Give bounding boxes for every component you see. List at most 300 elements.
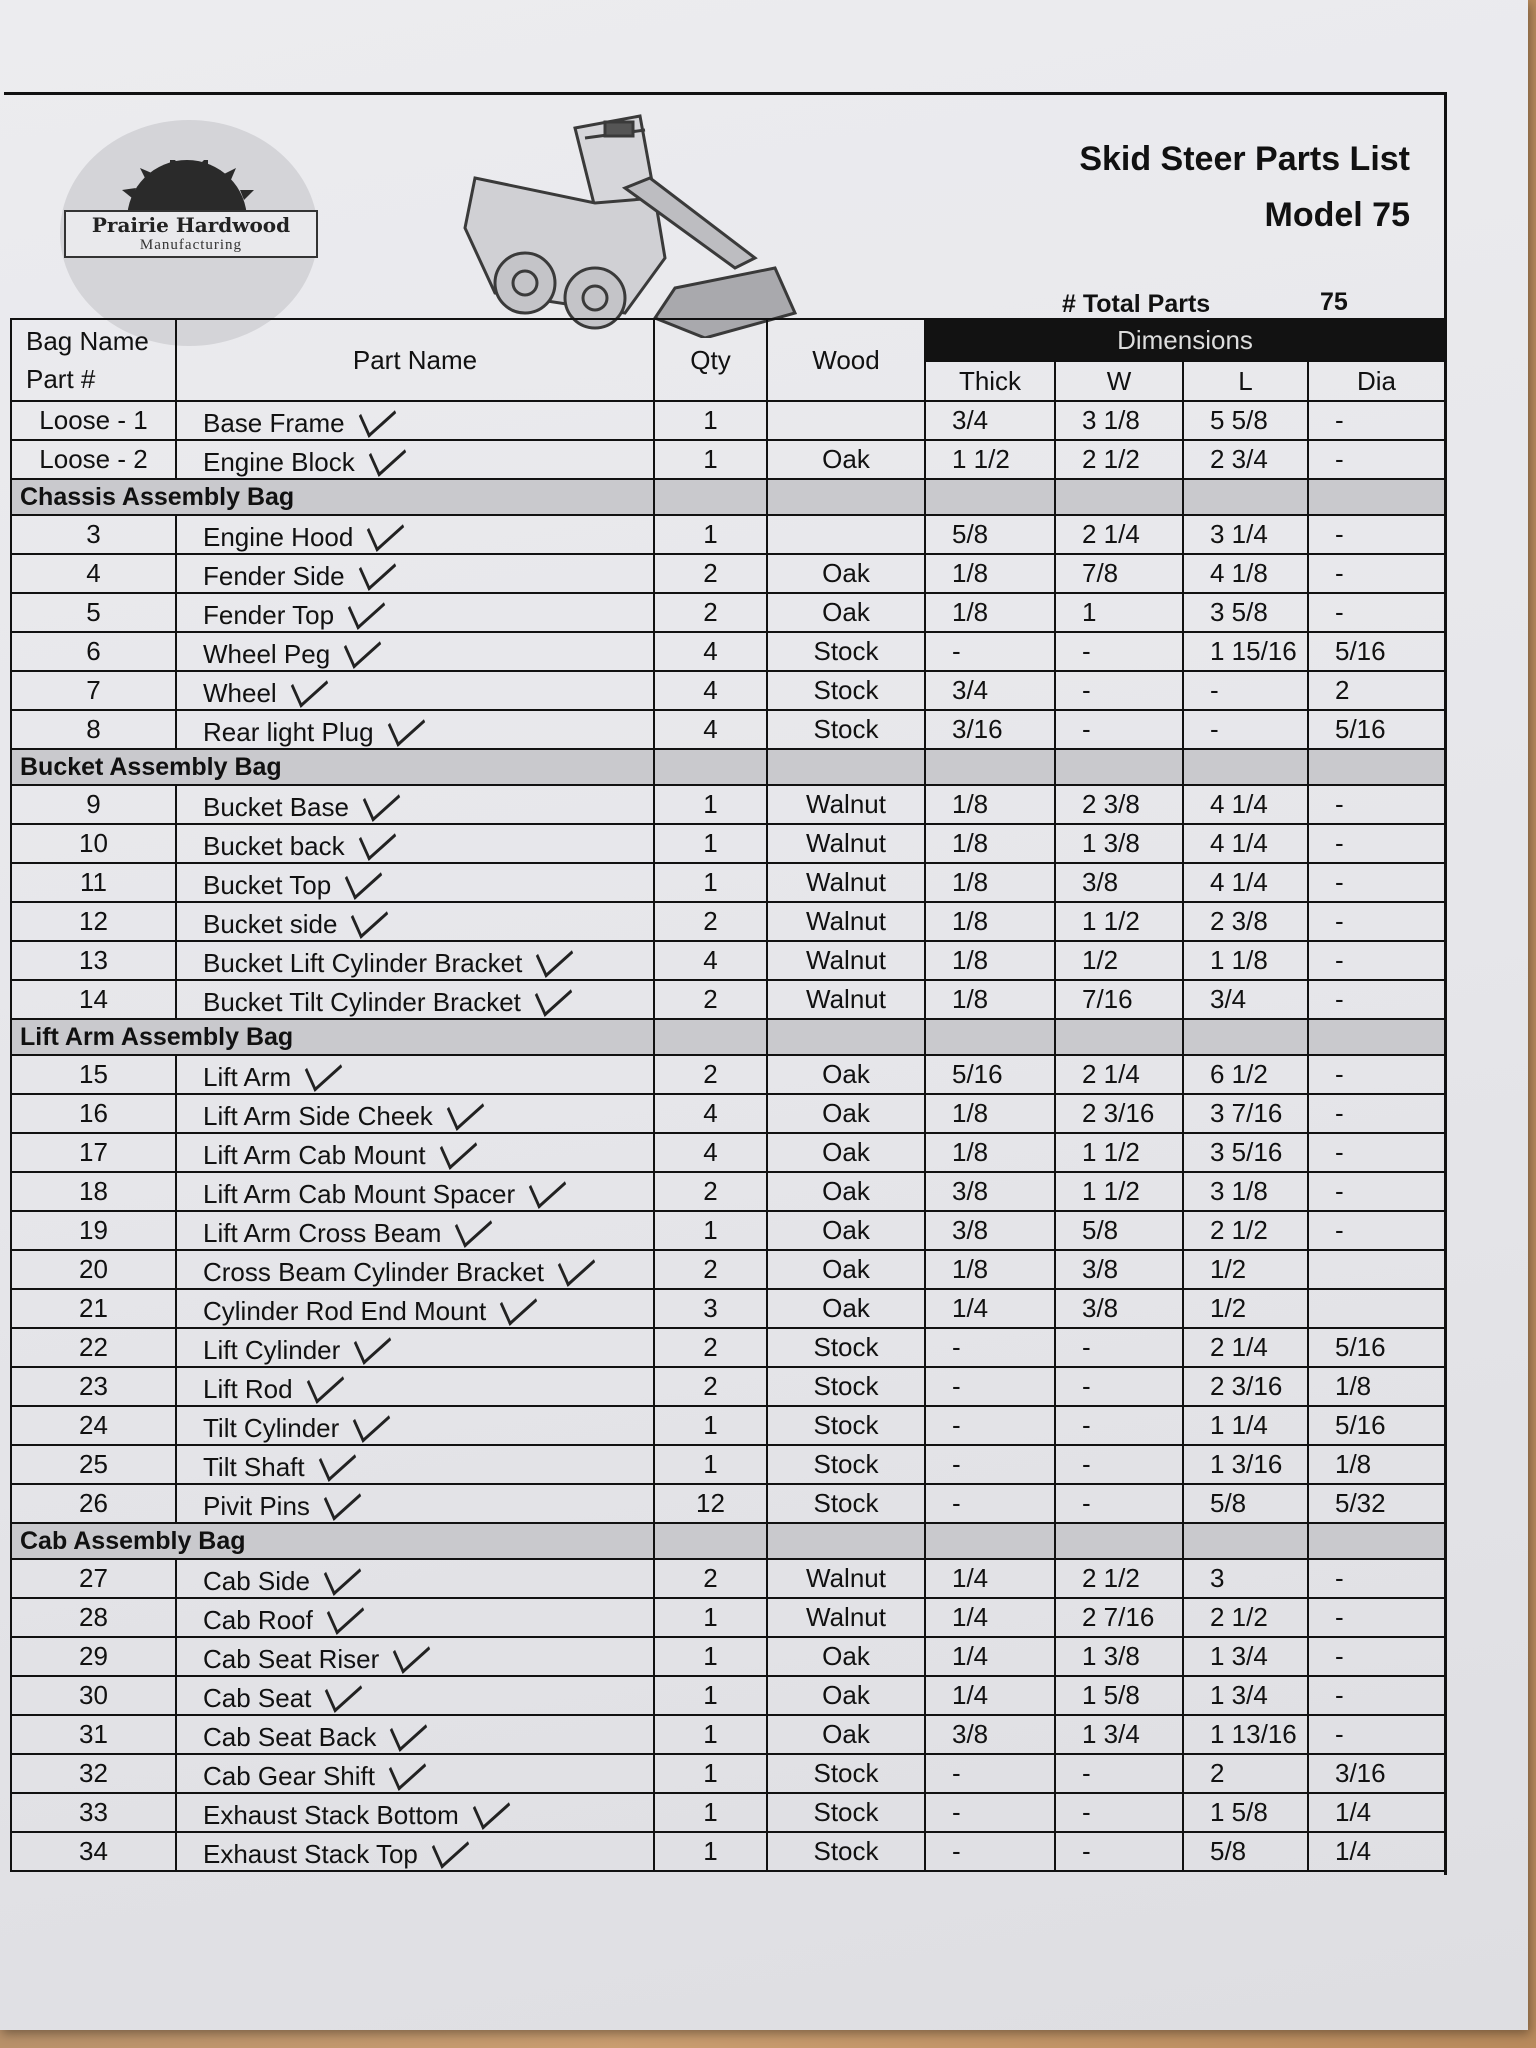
- width-cell: [1055, 1832, 1183, 1871]
- part-name-cell: [176, 1211, 654, 1250]
- length-cell: [1183, 902, 1308, 941]
- qty-cell-text: 12: [696, 1488, 725, 1518]
- handwritten-checkmark-icon: [473, 1793, 510, 1829]
- length-cell-text: 1/2: [1210, 1254, 1247, 1284]
- width-cell-text: 1 1/2: [1082, 1176, 1140, 1206]
- part-name-cell-text: Wheel: [203, 677, 277, 708]
- diameter-cell-text: 1/8: [1335, 1371, 1372, 1401]
- width-cell-text: 3/8: [1082, 1254, 1119, 1284]
- part-number-cell: [11, 515, 176, 554]
- thick-cell: [925, 710, 1055, 749]
- width-cell: [1055, 1094, 1183, 1133]
- qty-cell-text: 2: [703, 1059, 718, 1089]
- wood-cell: [767, 1406, 925, 1445]
- qty-cell-text: 4: [703, 1137, 718, 1167]
- table-row: [11, 941, 1445, 980]
- part-name-cell-text: Lift Arm: [203, 1061, 292, 1092]
- wood-cell: [767, 1754, 925, 1793]
- qty-cell-text: 2: [703, 1332, 718, 1362]
- width-cell: [1055, 1715, 1183, 1754]
- wood-cell-text: Stock: [813, 1410, 879, 1440]
- diameter-cell: [1308, 1715, 1445, 1754]
- thick-cell-text: 1/4: [952, 1641, 989, 1671]
- handwritten-checkmark-icon: [324, 1484, 361, 1520]
- qty-cell-text: 1: [703, 1758, 718, 1788]
- length-cell-text: 2 3/16: [1210, 1371, 1283, 1401]
- part-number-cell: [11, 1172, 176, 1211]
- width-cell-text: 2 1/2: [1082, 1563, 1140, 1593]
- wood-cell: [767, 980, 925, 1019]
- part-name-cell: [176, 902, 654, 941]
- diameter-cell-text: -: [1335, 945, 1344, 975]
- total-parts-label: # Total Parts: [1062, 290, 1211, 318]
- part-name-cell-text: Tilt Cylinder: [203, 1412, 340, 1443]
- part-number-cell: [11, 1598, 176, 1637]
- qty-cell: [654, 1406, 767, 1445]
- thick-cell-text: -: [952, 1797, 961, 1827]
- thick-cell: [925, 1328, 1055, 1367]
- thick-cell: [925, 1445, 1055, 1484]
- handwritten-checkmark-icon: [353, 1406, 390, 1442]
- table-row: [11, 1172, 1445, 1211]
- diameter-cell-text: -: [1335, 906, 1344, 936]
- qty-cell: [654, 1250, 767, 1289]
- length-cell-text: 2 3/4: [1210, 444, 1268, 474]
- part-number-cell: [11, 1676, 176, 1715]
- length-cell: [1183, 1406, 1308, 1445]
- width-cell-text: 2 3/8: [1082, 789, 1140, 819]
- part-name-cell: [176, 554, 654, 593]
- qty-cell: [654, 1598, 767, 1637]
- qty-cell-text: 1: [703, 1797, 718, 1827]
- part-number-cell-text: 15: [79, 1059, 108, 1089]
- wood-cell: [767, 902, 925, 941]
- table-row: [11, 1250, 1445, 1289]
- length-cell: [1183, 593, 1308, 632]
- thick-cell-text: 1/8: [952, 1098, 989, 1128]
- table-row: [11, 515, 1445, 554]
- part-number-cell: [11, 824, 176, 863]
- qty-cell-text: 2: [703, 906, 718, 936]
- width-cell: [1055, 1484, 1183, 1523]
- length-cell-text: 2 3/8: [1210, 906, 1268, 936]
- width-cell-text: 7/8: [1082, 558, 1119, 588]
- part-name-cell-text: Pivit Pins: [203, 1490, 310, 1521]
- section-empty-cell: [767, 1019, 925, 1055]
- part-number-cell-text: 21: [79, 1293, 108, 1323]
- part-name-cell-text: Exhaust Stack Bottom: [203, 1799, 459, 1830]
- diameter-cell-text: -: [1335, 597, 1344, 627]
- width-cell-text: 2 1/2: [1082, 444, 1140, 474]
- thick-cell: [925, 941, 1055, 980]
- thick-cell-text: 3/16: [952, 714, 1003, 744]
- section-empty-cell: [654, 749, 767, 785]
- part-name-cell-text: Cab Gear Shift: [203, 1760, 375, 1791]
- handwritten-checkmark-icon: [439, 1133, 476, 1169]
- length-cell: [1183, 1328, 1308, 1367]
- width-cell: [1055, 1445, 1183, 1484]
- diameter-cell: [1308, 1484, 1445, 1523]
- handwritten-checkmark-icon: [306, 1367, 343, 1403]
- qty-cell-text: 2: [703, 1254, 718, 1284]
- diameter-cell: [1308, 824, 1445, 863]
- length-cell-text: 1 5/8: [1210, 1797, 1268, 1827]
- length-cell-text: -: [1210, 714, 1219, 744]
- length-cell: [1183, 710, 1308, 749]
- part-name-cell-text: Cab Roof: [203, 1604, 313, 1635]
- diameter-cell-text: -: [1335, 405, 1344, 435]
- thick-cell-text: -: [952, 1836, 961, 1866]
- table-row: [11, 785, 1445, 824]
- diameter-cell-text: -: [1335, 1680, 1344, 1710]
- diameter-cell: [1308, 401, 1445, 440]
- diameter-cell: [1308, 1289, 1445, 1328]
- diameter-cell-text: -: [1335, 1137, 1344, 1167]
- qty-cell: [654, 1484, 767, 1523]
- table-row: [11, 632, 1445, 671]
- width-cell-text: 2 7/16: [1082, 1602, 1155, 1632]
- wood-cell: [767, 632, 925, 671]
- qty-cell-text: 2: [703, 984, 718, 1014]
- thick-cell-text: -: [952, 1758, 961, 1788]
- table-row: [11, 1406, 1445, 1445]
- length-cell-text: 1 3/16: [1210, 1449, 1283, 1479]
- part-number-cell-text: 14: [79, 984, 108, 1014]
- length-cell: [1183, 1832, 1308, 1871]
- part-name-cell-text: Lift Cylinder: [203, 1334, 341, 1365]
- qty-cell: [654, 1559, 767, 1598]
- diameter-cell-text: 1/4: [1335, 1797, 1372, 1827]
- qty-cell: [654, 401, 767, 440]
- width-cell: [1055, 554, 1183, 593]
- part-number-cell: [11, 1055, 176, 1094]
- qty-cell-text: 1: [703, 1719, 718, 1749]
- part-number-cell-text: 24: [79, 1410, 108, 1440]
- diameter-cell: [1308, 941, 1445, 980]
- handwritten-checkmark-icon: [358, 554, 395, 590]
- diameter-cell-text: 3/16: [1335, 1758, 1386, 1788]
- section-title: Bucket Assembly Bag: [11, 749, 654, 785]
- part-name-cell: [176, 1094, 654, 1133]
- qty-cell-text: 2: [703, 1176, 718, 1206]
- section-empty-cell: [1055, 479, 1183, 515]
- part-name-cell: [176, 1055, 654, 1094]
- part-name-cell: [176, 515, 654, 554]
- qty-cell-text: 2: [703, 597, 718, 627]
- qty-cell: [654, 863, 767, 902]
- part-name-cell: [176, 1676, 654, 1715]
- length-cell-text: 3/4: [1210, 984, 1247, 1014]
- length-cell-text: 6 1/2: [1210, 1059, 1268, 1089]
- thick-cell-text: 1/4: [952, 1563, 989, 1593]
- width-cell: [1055, 1055, 1183, 1094]
- part-number-cell: [11, 671, 176, 710]
- length-cell-text: 2 1/2: [1210, 1602, 1268, 1632]
- width-cell: [1055, 1172, 1183, 1211]
- handwritten-checkmark-icon: [363, 785, 400, 821]
- part-name-cell-text: Exhaust Stack Top: [203, 1838, 418, 1869]
- qty-cell-text: 1: [703, 867, 718, 897]
- diameter-cell: [1308, 1094, 1445, 1133]
- thick-cell-text: -: [952, 1488, 961, 1518]
- qty-cell-text: 2: [703, 558, 718, 588]
- table-row: [11, 1676, 1445, 1715]
- skid-steer-illustration-icon: [455, 108, 800, 338]
- length-cell: [1183, 1211, 1308, 1250]
- thick-header: Thick: [925, 361, 1055, 401]
- diameter-cell-text: -: [1335, 558, 1344, 588]
- handwritten-checkmark-icon: [358, 824, 395, 860]
- handwritten-checkmark-icon: [529, 1172, 566, 1208]
- length-cell-text: 1 13/16: [1210, 1719, 1297, 1749]
- diameter-cell: [1308, 1637, 1445, 1676]
- qty-cell-text: 3: [703, 1293, 718, 1323]
- dimensions-header: Dimensions: [925, 319, 1445, 361]
- part-name-cell-text: Bucket back: [203, 830, 345, 861]
- qty-cell-text: 4: [703, 636, 718, 666]
- part-number-cell-text: 33: [79, 1797, 108, 1827]
- part-number-cell: [11, 1559, 176, 1598]
- part-name-cell: [176, 1289, 654, 1328]
- diameter-cell: [1308, 1832, 1445, 1871]
- section-empty-cell: [1183, 1523, 1308, 1559]
- thick-cell: [925, 1367, 1055, 1406]
- length-cell: [1183, 554, 1308, 593]
- diameter-cell-text: -: [1335, 789, 1344, 819]
- length-cell: [1183, 980, 1308, 1019]
- qty-cell: [654, 1211, 767, 1250]
- part-number-cell: [11, 593, 176, 632]
- thick-cell-text: 3/4: [952, 675, 989, 705]
- table-row: [11, 710, 1445, 749]
- diameter-cell: [1308, 785, 1445, 824]
- width-cell-text: 2 1/4: [1082, 519, 1140, 549]
- part-name-cell-text: Lift Rod: [203, 1373, 293, 1404]
- part-name-cell: [176, 863, 654, 902]
- handwritten-checkmark-icon: [348, 593, 385, 629]
- part-number-label: Part #: [26, 364, 96, 394]
- width-cell: [1055, 824, 1183, 863]
- part-name-cell-text: Bucket Tilt Cylinder Bracket: [203, 986, 521, 1017]
- handwritten-checkmark-icon: [291, 671, 328, 707]
- part-number-cell-text: 19: [79, 1215, 108, 1245]
- part-number-cell-text: 22: [79, 1332, 108, 1362]
- width-cell-text: 2 1/4: [1082, 1059, 1140, 1089]
- part-name-cell-text: Bucket side: [203, 908, 338, 939]
- width-cell: [1055, 1637, 1183, 1676]
- qty-cell-text: 1: [703, 1641, 718, 1671]
- part-name-cell-text: Engine Hood: [203, 521, 354, 552]
- width-cell-text: -: [1082, 1410, 1091, 1440]
- wood-cell-text: Stock: [813, 1488, 879, 1518]
- table-row: [11, 1637, 1445, 1676]
- width-cell-text: 3 1/8: [1082, 405, 1140, 435]
- part-name-header: Part Name: [176, 319, 654, 401]
- parts-table: [10, 318, 1446, 1872]
- section-empty-cell: [1308, 1019, 1445, 1055]
- length-cell: [1183, 863, 1308, 902]
- width-cell-text: 1 3/8: [1082, 828, 1140, 858]
- thick-cell: [925, 1133, 1055, 1172]
- wood-cell-text: Stock: [813, 1371, 879, 1401]
- handwritten-checkmark-icon: [389, 1754, 426, 1790]
- part-name-cell: [176, 1559, 654, 1598]
- part-number-cell: [11, 554, 176, 593]
- thick-cell-text: 1/4: [952, 1680, 989, 1710]
- width-cell: [1055, 1754, 1183, 1793]
- length-cell-text: 1 1/8: [1210, 945, 1268, 975]
- section-empty-cell: [1055, 1523, 1183, 1559]
- part-name-cell-text: Cab Seat: [203, 1682, 312, 1713]
- section-empty-cell: [1055, 1019, 1183, 1055]
- qty-cell: [654, 1793, 767, 1832]
- length-cell: [1183, 785, 1308, 824]
- thick-cell: [925, 785, 1055, 824]
- length-cell-text: 2: [1210, 1758, 1225, 1788]
- width-cell: [1055, 980, 1183, 1019]
- width-cell-text: -: [1082, 1758, 1091, 1788]
- table-row: [11, 440, 1445, 479]
- diameter-cell: [1308, 554, 1445, 593]
- diameter-cell-text: 5/16: [1335, 1410, 1386, 1440]
- thick-cell: [925, 1094, 1055, 1133]
- part-number-cell-text: 25: [79, 1449, 108, 1479]
- company-name: Prairie Hardwood: [91, 213, 291, 237]
- thick-cell: [925, 1637, 1055, 1676]
- wood-cell: [767, 1328, 925, 1367]
- wood-cell: [767, 1094, 925, 1133]
- length-cell: [1183, 1055, 1308, 1094]
- thick-cell: [925, 1406, 1055, 1445]
- part-number-cell: [11, 902, 176, 941]
- table-row: [11, 1289, 1445, 1328]
- wood-cell: [767, 1559, 925, 1598]
- width-cell-text: 1 5/8: [1082, 1680, 1140, 1710]
- table-row: [11, 1484, 1445, 1523]
- diameter-cell: [1308, 632, 1445, 671]
- handwritten-checkmark-icon: [324, 1559, 361, 1595]
- table-row: [11, 401, 1445, 440]
- wood-cell-text: Stock: [813, 1797, 879, 1827]
- wood-cell: [767, 1637, 925, 1676]
- wood-cell: [767, 1211, 925, 1250]
- length-cell-text: -: [1210, 675, 1219, 705]
- diameter-cell-text: -: [1335, 1176, 1344, 1206]
- width-cell-text: 5/8: [1082, 1215, 1119, 1245]
- width-cell-text: 1 3/4: [1082, 1719, 1140, 1749]
- part-name-cell: [176, 1754, 654, 1793]
- wood-cell: [767, 863, 925, 902]
- thick-cell-text: 1 1/2: [952, 444, 1010, 474]
- diameter-cell-text: 1/8: [1335, 1449, 1372, 1479]
- part-number-cell: [11, 1406, 176, 1445]
- thick-cell-text: 1/8: [952, 867, 989, 897]
- length-cell-text: 3 7/16: [1210, 1098, 1283, 1128]
- wood-cell-text: Oak: [822, 1137, 870, 1167]
- length-cell-text: 4 1/4: [1210, 789, 1268, 819]
- table-row: [11, 1715, 1445, 1754]
- wood-cell-text: Stock: [813, 1332, 879, 1362]
- qty-cell: [654, 671, 767, 710]
- length-cell-text: 3 5/16: [1210, 1137, 1283, 1167]
- wood-cell: [767, 401, 925, 440]
- part-name-cell: [176, 1637, 654, 1676]
- wood-cell-text: Oak: [822, 1719, 870, 1749]
- thick-cell-text: -: [952, 1371, 961, 1401]
- part-name-cell: [176, 1172, 654, 1211]
- wood-cell-text: Oak: [822, 1680, 870, 1710]
- section-title: Lift Arm Assembly Bag: [11, 1019, 654, 1055]
- qty-cell: [654, 1715, 767, 1754]
- length-cell-text: 2 1/2: [1210, 1215, 1268, 1245]
- part-name-cell-text: Engine Block: [203, 446, 355, 477]
- wood-cell-text: Oak: [822, 558, 870, 588]
- thick-cell: [925, 632, 1055, 671]
- thick-cell: [925, 1484, 1055, 1523]
- length-cell: [1183, 1094, 1308, 1133]
- part-number-cell-text: 6: [86, 636, 101, 666]
- part-number-cell: [11, 980, 176, 1019]
- section-empty-cell: [925, 479, 1055, 515]
- section-empty-cell: [1308, 749, 1445, 785]
- width-cell: [1055, 1793, 1183, 1832]
- width-cell: [1055, 1676, 1183, 1715]
- qty-cell-text: 4: [703, 714, 718, 744]
- thick-cell-text: 5/16: [952, 1059, 1003, 1089]
- part-number-cell-text: 28: [79, 1602, 108, 1632]
- qty-cell: [654, 824, 767, 863]
- qty-cell: [654, 1754, 767, 1793]
- length-cell: [1183, 1637, 1308, 1676]
- length-cell-text: 5 5/8: [1210, 405, 1268, 435]
- wood-cell: [767, 671, 925, 710]
- width-cell-text: 1/2: [1082, 945, 1119, 975]
- thick-cell: [925, 1754, 1055, 1793]
- width-cell-text: -: [1082, 1488, 1091, 1518]
- part-number-cell-text: 27: [79, 1563, 108, 1593]
- part-number-cell-text: 18: [79, 1176, 108, 1206]
- part-name-cell-text: Cylinder Rod End Mount: [203, 1295, 487, 1326]
- width-cell-text: 1 1/2: [1082, 1137, 1140, 1167]
- part-number-cell-text: 3: [86, 519, 101, 549]
- wood-cell: [767, 1715, 925, 1754]
- handwritten-checkmark-icon: [318, 1445, 355, 1481]
- length-cell: [1183, 1250, 1308, 1289]
- section-empty-cell: [1055, 749, 1183, 785]
- company-subtitle: Manufacturing: [139, 237, 243, 253]
- thick-cell-text: 1/8: [952, 1254, 989, 1284]
- length-cell: [1183, 824, 1308, 863]
- part-name-cell-text: Wheel Peg: [203, 638, 331, 669]
- length-cell-text: 1 3/4: [1210, 1641, 1268, 1671]
- part-number-cell: [11, 941, 176, 980]
- wood-cell: [767, 1289, 925, 1328]
- handwritten-checkmark-icon: [351, 902, 388, 938]
- length-cell-text: 5/8: [1210, 1488, 1247, 1518]
- part-name-cell: [176, 1715, 654, 1754]
- thick-cell: [925, 902, 1055, 941]
- thick-cell-text: -: [952, 1449, 961, 1479]
- thick-cell: [925, 1793, 1055, 1832]
- qty-cell: [654, 1832, 767, 1871]
- qty-cell: [654, 710, 767, 749]
- qty-cell-text: 1: [703, 405, 718, 435]
- width-cell-text: 1: [1082, 597, 1097, 627]
- qty-cell-text: 1: [703, 1215, 718, 1245]
- qty-cell: [654, 1055, 767, 1094]
- wood-cell: [767, 1367, 925, 1406]
- qty-header: Qty: [654, 319, 767, 401]
